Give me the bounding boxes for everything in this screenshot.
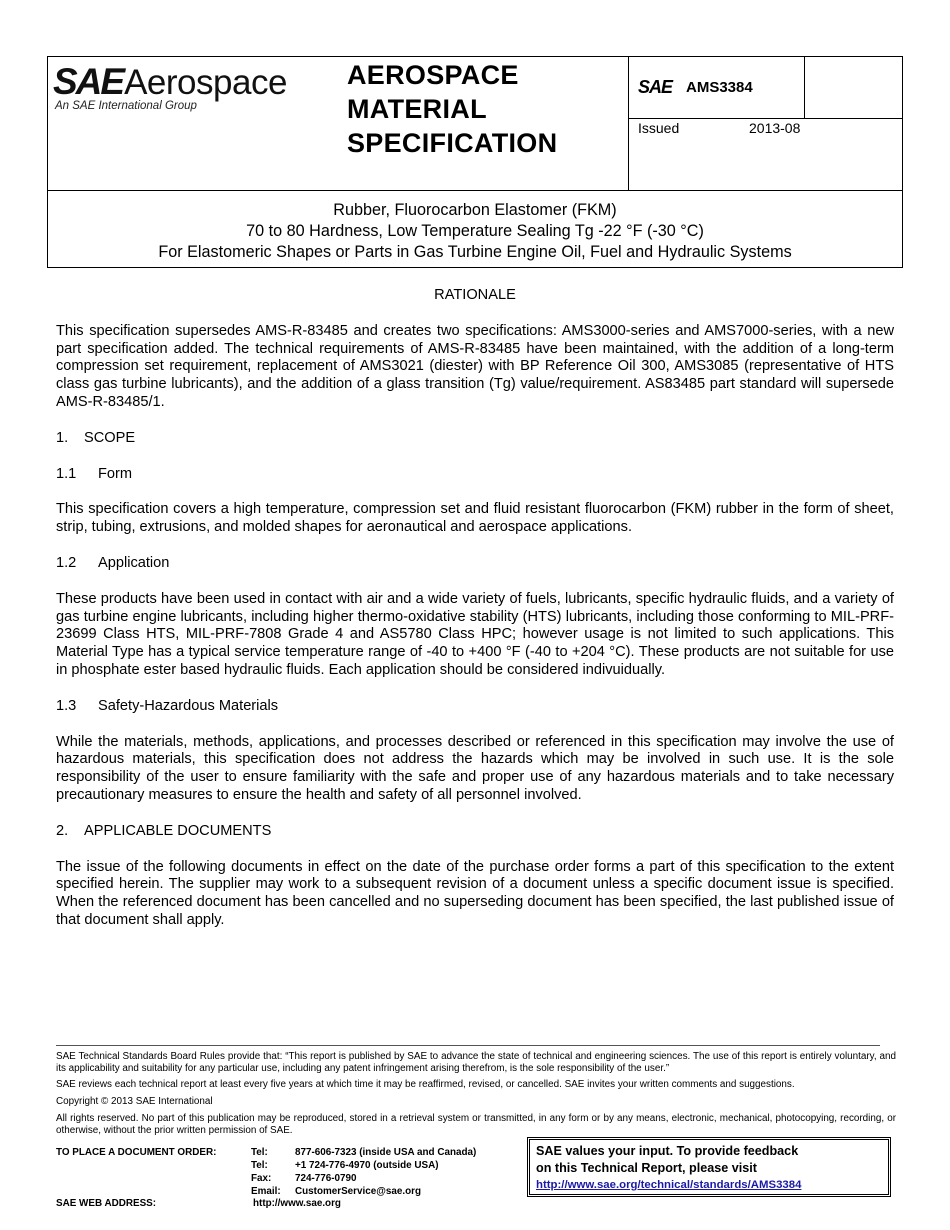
rationale-paragraph: This specification supersedes AMS-R-83485 and creates two specifications: AMS3000-series and AMS7000-series, with a new part specification added. The technical requirements of AMS-R-83485 have been maintained, with the addition of a long-term compression set requirement, replacement of AMS3021 (diester) with BP Reference Oil 300, AMS3085 (representative of HTS class gas turbine lubricants), and the addition of a glass transition (Tg) value/requirement. AS83485 part standard will supersede AMS-R-83485/1. [56, 322, 894, 410]
title-line: Rubber, Fluorocarbon Elastomer (FKM) [333, 201, 617, 219]
application-paragraph: These products have been used in contact with air and a wide variety of fuels, lubricants, specific hydraulic fluids, and a variety of gas turbine engine lubricants, including higher thermo-oxidative stability (HTS) lubricants, including those conforming to MIL-PRF-23699 Class HTS, MIL-PRF-7808 Grade 4 and AS5780 Class HPC; however usage is not limited to such applications. This Material Type has a typical service temperature range of -40 to +400 °F (-40 to +204 °C). These products are not suitable for use in phosphate ester based hydraulic fluids. Each application should be considered indivuidually. [56, 590, 894, 678]
rights-notice: All rights reserved. No part of this publication may be reproduced, stored in a retrieval system or transmitted, in any form or by any means, electronic, mechanical, photocopying, recording, or otherwise, without the prior written permission of SAE. [56, 1112, 896, 1136]
contact-email[interactable]: CustomerService@sae.org [295, 1186, 421, 1197]
header-divider [804, 57, 805, 118]
section-number: 1.3 [56, 697, 77, 714]
sae-aerospace-logo [53, 61, 287, 112]
document-type [347, 58, 617, 160]
section-heading-form [56, 466, 894, 484]
contact-value: +1 724-776-4970 (outside USA) [295, 1160, 439, 1171]
title-line: 70 to 80 Hardness, Low Temperature Sealing Tg -22 °F (-30 °C) [246, 222, 704, 240]
header-divider [628, 57, 629, 190]
header-box [47, 56, 903, 268]
logo-product: Aerospace [124, 63, 287, 102]
web-address-link[interactable]: http://www.sae.org [253, 1198, 341, 1209]
title-line: For Elastomeric Shapes or Parts in Gas Turbine Engine Oil, Fuel and Hydraulic Systems [158, 243, 792, 261]
feedback-text: on this Technical Report, please visit [536, 1160, 757, 1175]
order-contact-keys [251, 1146, 281, 1198]
feedback-text: SAE values your input. To provide feedback [536, 1144, 799, 1158]
issued-date: 2013-08 [749, 120, 801, 136]
logo-brand: SAE [53, 61, 124, 102]
section-title: APPLICABLE DOCUMENTS [84, 822, 272, 839]
section-number: 1. [56, 429, 69, 446]
contact-key: Tel: [251, 1147, 268, 1158]
section-number: 1.1 [56, 465, 77, 482]
logo-tagline: An SAE International Group [55, 100, 197, 112]
safety-paragraph: While the materials, methods, applications, and processes described or referenced in this specification may involve the use of hazardous materials, this specification does not address the hazards which may be involved in such use. It is the sole responsibility of the user to ensure familiarity with the safe and proper use of any hazardous materials and to take necessary precautionary measures to ensure the health and safety of all personnel involved. [56, 733, 894, 803]
contact-value: 877-606-7323 (inside USA and Canada) [295, 1147, 477, 1158]
section-number: 2. [56, 822, 69, 839]
order-contact-values [295, 1146, 476, 1198]
doc-type-line: SPECIFICATION [347, 128, 558, 158]
section-title: Form [98, 465, 133, 482]
rationale-heading: RATIONALE [434, 287, 516, 303]
spec-title [48, 200, 902, 263]
document-body [56, 287, 894, 930]
contact-key: Tel: [251, 1160, 268, 1171]
board-rules-notice: SAE Technical Standards Board Rules provide that: “This report is published by SAE to advance the state of technical and engineering sciences. The use of this report is entirely voluntary, and its applicability and suitability for any particular use, including any patent infringement arising therefrom, is the sole responsibility of the user.” [56, 1051, 896, 1074]
web-address-label: SAE WEB ADDRESS: [56, 1198, 157, 1209]
footer-divider [56, 1045, 880, 1046]
section-number: 1.2 [56, 554, 77, 571]
section-heading-scope [56, 430, 894, 448]
section-title: SCOPE [84, 429, 136, 446]
contact-value: 724-776-0790 [295, 1173, 357, 1184]
footer-notices [56, 1051, 896, 1141]
form-paragraph: This specification covers a high temperature, compression set and fluid resistant fluorocarbon (FKM) rubber in the form of sheet, strip, tubing, extrusions, and molded shapes for aeronautical and aerospace applications. [56, 501, 894, 536]
sae-small-logo: SAE [638, 77, 673, 97]
contact-key: Fax: [251, 1173, 272, 1184]
doc-type-line: MATERIAL [347, 94, 487, 124]
feedback-box [527, 1137, 891, 1197]
header-divider [48, 190, 902, 191]
applicable-documents-paragraph: The issue of the following documents in effect on the date of the purchase order forms a part of this specification to the extent specified herein. The supplier may work to a subsequent revision of a document unless a specific document issue is specified. When the referenced document has been cancelled and no superseding document has been specified, the last published issue of that document shall apply. [56, 858, 894, 928]
order-label: TO PLACE A DOCUMENT ORDER: [56, 1147, 217, 1158]
section-heading-applicable-documents [56, 823, 894, 841]
review-notice: SAE reviews each technical report at least every five years at which time it may be reaffirmed, revised, or cancelled. SAE invites your written comments and suggestions. [56, 1079, 795, 1091]
section-title: Safety-Hazardous Materials [98, 697, 279, 714]
header-divider [628, 118, 903, 119]
copyright-notice: Copyright © 2013 SAE International [56, 1096, 213, 1108]
spec-number: AMS3384 [686, 79, 753, 96]
doc-type-line: AEROSPACE [347, 60, 519, 90]
section-heading-application [56, 555, 894, 573]
issued-label: Issued [638, 120, 680, 136]
section-title: Application [98, 554, 170, 571]
feedback-link[interactable]: http://www.sae.org/technical/standards/AMS3384 [536, 1179, 802, 1191]
section-heading-safety [56, 698, 894, 716]
contact-key: Email: [251, 1186, 281, 1197]
